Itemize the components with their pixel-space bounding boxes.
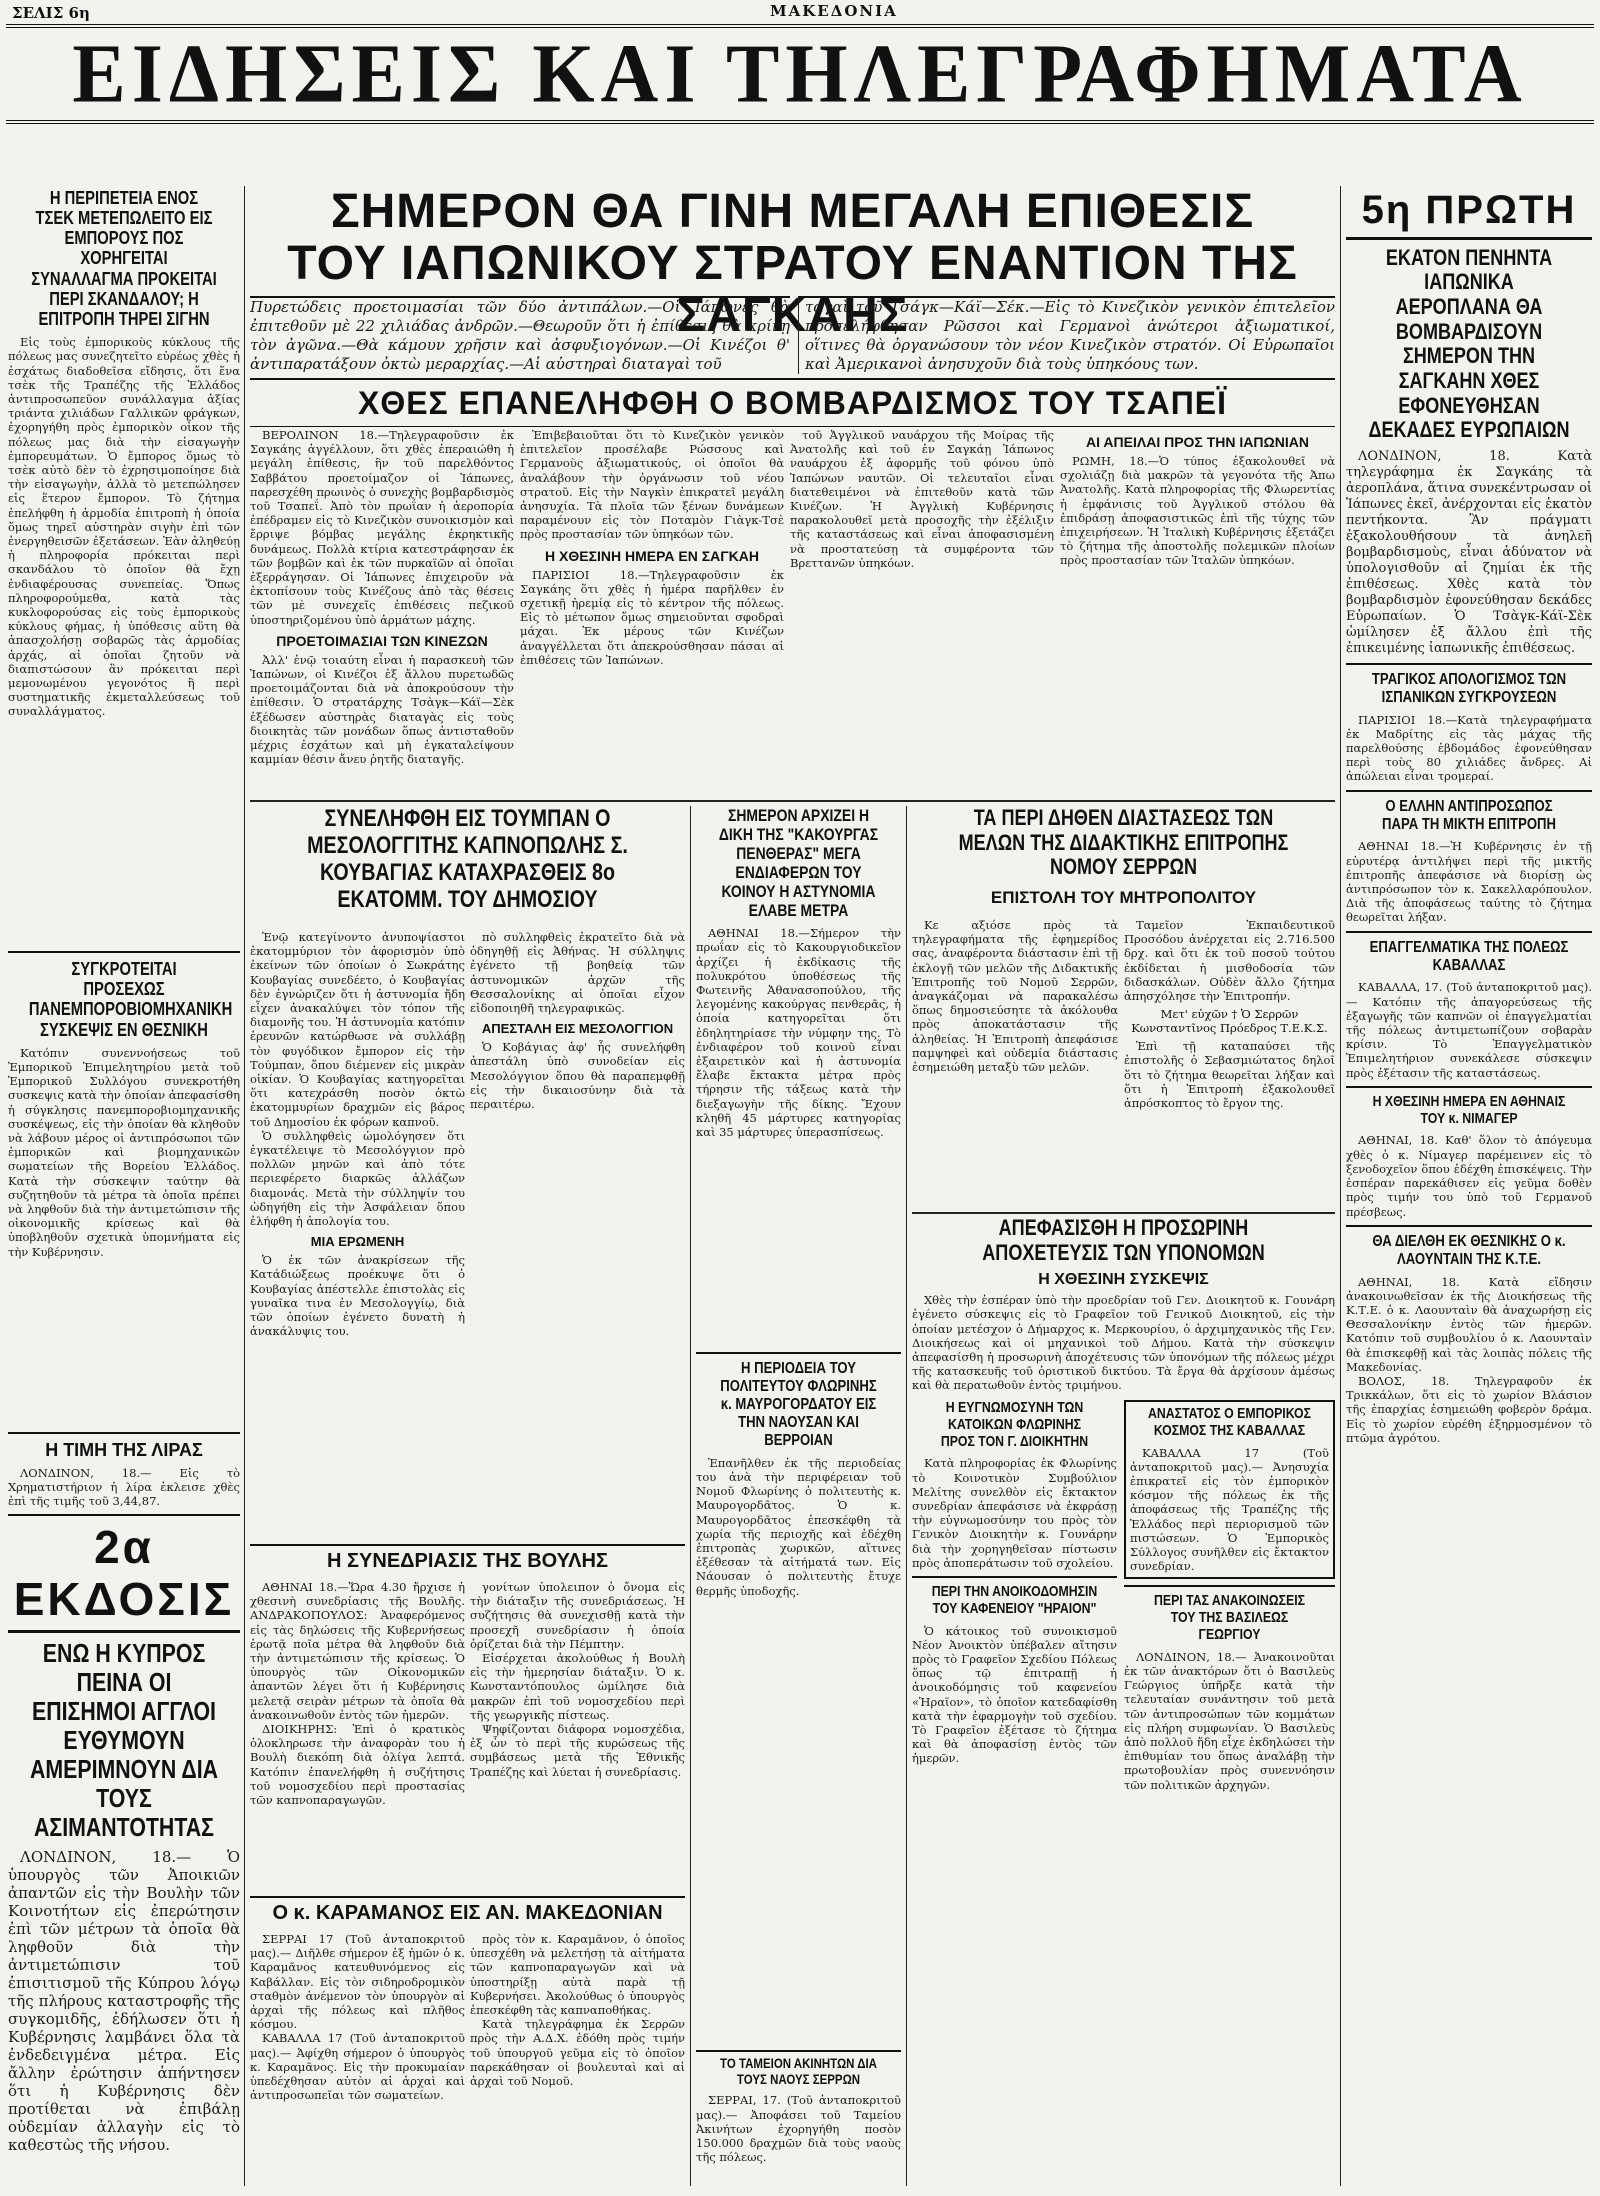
- tympan-headline: ΣΥΝΕΛΗΦΘΗ ΕΙΣ ΤΟΥΜΠΑΝ Ο ΜΕΣΟΛΟΓΓΙΤΗΣ ΚΑΠΝΟΠΩΛΗΣ Σ. ΚΟΥΒΑΓΙΑΣ ΚΑΤΑΧΡΑΣΘΕΙΣ 8ο ΕΚΑΤΟΜΜ. ΤΟΥ ΔΗΜΟΣΙΟΥ: [307, 805, 628, 913]
- tympan-article-part1: Ἐνῷ κατεγίνοντο ἀνυποψίαστοι ἐκατομμύριον τὸν ἀφορισμὸν ὑπὸ ἐκείνων τῶν ὁποίων ὁ Σωκράτης Κουβαγίας συνεδέετο, ὁ Κουβαγίας δὲν ἐγνώριζεν ὅτι ἡ ἀστυνομία ἤδη εἶχεν ἀνακαλύψει τὸν τόπον τῆς διαμονῆς του. Ἡ ἀστυνομία κατόπιν ἐρευνῶν κατώρθωσε νὰ συλλάβῃ τὸν φυγόδικον ἔμπορον εἰς τὴν Τούμπαν, ὅπου διέμενεν εἰς μικρὰν οἰκίαν. Ὁ Κουβαγίας κατηγορεῖται ὅτι κατεχράσθη ποσὸν ὀκτὼ ἑκατομμυρίων δραχμῶν εἰς βάρος τοῦ Δημοσίου ἐκ φόρων καπνοῦ.: [250, 930, 465, 1129]
- section-rule: [912, 1212, 1335, 1214]
- masthead-line: [0, 0, 1600, 22]
- bomb-col-3: [790, 428, 1054, 796]
- parliament-col-2: [470, 1580, 685, 1890]
- preparations-subhead: ΠΡΟΕΤΟΙΜΑΣΙΑΙ ΤΩΝ ΚΙΝΕΖΩΝ: [276, 632, 488, 649]
- fund-block: [696, 2050, 901, 2188]
- bomb-article-part5: τοῦ Ἀγγλικοῦ ναυάρχου τῆς Μοίρας τῆς Ἀνατολῆς καὶ τοῦ ἐν Σαγκάῃ Ἰάπωνος ναυάρχου ἐξ ἀφορμῆς τοῦ φόνου ὑπὸ Ἰαπώνων ναυτῶν. Οἱ τελευταῖοι εἶναι διατεθειμένοι νὰ ἐπιτεθοῦν κατὰ τῶν Κινέζων. Ἡ Ἀγγλικὴ Κυβέρνησις παρακολουθεῖ μετὰ προσοχῆς τὴν ἐξέλιξιν τῆς καταστάσεως καὶ εἶναι ἀποφασισμένη νὰ προστατεύσῃ τὰ συμφέροντα τῶν Βρεττανῶν ὑπηκόων.: [790, 428, 1054, 570]
- council-subhead: ΕΠΙΣΤΟΛΗ ΤΟΥ ΜΗΤΡΟΠΟΛΙΤΟΥ: [990, 888, 1257, 907]
- tympan-article-part5: Ὁ Κοβάγιας ἀφ' ἧς συνελήφθη ἀπεστάλη ὑπὸ συνοδείαν εἰς Μεσολόγγιον ὅπου θὰ παραπεμφθῇ εἰς τὴν δικαιοσύνην διὰ τὰ περαιτέρω.: [470, 1040, 685, 1112]
- fund-headline: ΤΟ ΤΑΜΕΙΟΝ ΑΚΙΝΗΤΩΝ ΔΙΑ ΤΟΥΣ ΝΑΟΥΣ ΣΕΡΡΩΝ: [720, 2055, 877, 2087]
- council-headline-block: [912, 806, 1335, 886]
- subdeck-right: ταγαὶ τοῦ Τσάγκ—Κάϊ—Σέκ.—Εἰς τὸ Κινεζικὸν γενικὸν ἐπιτελεῖον προσελήφθησαν Ρῶσσοι καὶ Γερμανοὶ ἀνώτεροι ἀξιωματικοί, οἵτινες θὰ ὀργανώσουν τὸν νέον Κινεζικὸν στρατόν. Οἱ Εὐρωπαῖοι καὶ Ἀμερικανοὶ ἀνησυχοῦν διὰ τοὺς ὑπηκόους των.: [805, 298, 1335, 373]
- divider: [1346, 931, 1592, 933]
- sewers-article: Χθὲς τὴν ἑσπέραν ὑπὸ τὴν προεδρίαν τοῦ Γεν. Διοικητοῦ κ. Γουνάρη ἐγένετο σύσκεψις εἰς τὸ Γραφεῖον τοῦ Γενικοῦ Διοικητοῦ, εἰς τὴν ὁποίαν μετέσχον ὁ Δήμαρχος κ. Μερκουρίου, ὁ ἀρχιμηχανικὸς τῆς Γεν. Διοικήσεως καὶ οἱ μηχανικοὶ τοῦ Δήμου. Κατὰ τὴν σύσκεψιν ἀπεφασίσθη ἡ προσωρινὴ ἀποχέτευσις τῶν ὑπονόμων τῆς πόλεως μέχρι τῆς κατασκευῆς τοῦ ὁριστικοῦ δικτύου. Τὰ ἔργα θὰ ἀρχίσουν ἀμέσως καὶ θὰ περατωθοῦν ἐντὸς τριμήνου.: [912, 1293, 1335, 1393]
- main-headline-line1: ΣΗΜΕΡΟΝ ΘΑ ΓΙΝΗ ΜΕΓΑΛΗ ΕΠΙΘΕΣΙΣ: [330, 185, 1255, 238]
- parliament-col-1: [250, 1580, 465, 1890]
- trial-article: ΑΘΗΝΑΙ 18.—Σήμερον τὴν πρωΐαν εἰς τὸ Κακουργιοδικεῖον ἀρχίζει ἡ ἐκδίκασις τῆς πολυκρότου ὑποθέσεως τῆς Φωτεινῆς Ἀθανασοπούλου, τῆς λεγομένης κακούργας πενθερᾶς, ἡ ὁποία κατηγορεῖται ὅτι ἐδηλητηρίασε τὴν νύμφην της. Τὸ ἐνδιαφέρον τοῦ κοινοῦ εἶναι ἐξαιρετικὸν καὶ ἡ ἀστυνομία ἔλαβε ἔκτακτα μέτρα πρὸς τήρησιν τῆς τάξεως κατὰ τὴν διεξαγωγὴν τῆς δίκης. Ἔχουν κληθῆ 45 μάρτυρες κατηγορίας καὶ 35 μάρτυρες ὑπερασπίσεως.: [696, 926, 901, 1140]
- column-rule: [906, 806, 907, 2186]
- yesterday-shanghai-subhead: Η ΧΘΕΣΙΝΗ ΗΜΕΡΑ ΕΝ ΣΑΓΚΑΗ: [545, 547, 759, 564]
- subdeck-left-block: [250, 296, 790, 376]
- bomb-article-part6: ΡΩΜΗ, 18.—Ὁ τύπος ἐξακολουθεῖ νὰ σχολιάζῃ διὰ μακρῶν τὰ γεγονότα τῆς Ἀπω Ἀνατολῆς. Κατὰ πληροφορίας τῆς Φλωρεντίας ἡ ἐμφάνισις τοῦ Ἀγγλικοῦ στόλου θὰ ἐπιδράσῃ ἀποφασιστικῶς ἐπὶ τῆς τύχης τῶν ἐπιχειρήσεων. Ἡ Ἰταλικὴ Κυβέρνησις ἐξετάζει τὸ ζήτημα τῆς ἀποστολῆς πολεμικῶν πλοίων πρὸς προστασίαν τῶν Ἰταλῶν ὑπηκόων.: [1060, 454, 1335, 568]
- lira-article: ΛΟΝΔΙΝΟΝ, 18.— Εἰς τὸ Χρηματιστήριον ἡ λίρα ἐκλεισε χθὲς ἐπὶ τῆς τιμῆς τοῦ 3,44,87.: [8, 1465, 240, 1509]
- tympan-col-2: [470, 930, 685, 1540]
- divider: [8, 951, 240, 953]
- divider: [8, 1514, 240, 1516]
- section-banner: [6, 24, 1594, 124]
- karamanos-headline-block: [250, 1896, 685, 1930]
- representative-article: ΑΘΗΝΑΙ 18.—Ἡ Κυβέρνησις ἐν τῇ εὐρυτέρᾳ ἀντιλήψει περὶ τῆς μικτῆς ἐπιτροπῆς ἀπεφάσισε νὰ διορίσῃ ὡς ἀντιπρόσωπον τὸν κ. Σακελλαρόπουλον. Διὰ τῆς ἀποφάσεως ταύτης τὸ ζήτημα θεωρεῖται λήξαν.: [1346, 839, 1592, 925]
- bomb-article-part3: Ἐπιβεβαιοῦται ὅτι τὸ Κινεζικὸν γενικὸν ἐπιτελεῖον προσέλαβε Ρώσσους καὶ Γερμανοὺς ἀξιωματικούς, οἱ ὁποῖοι θὰ ἀναλάβουν τὴν ὀργάνωσιν τοῦ νέου στρατοῦ. Εἰς τὴν Ναγκὶν ἐπικρατεῖ μεγάλη ἀνησυχία. Τὰ πλοῖα τῶν ξένων δυνάμεων παραμένουν εἰς τὸν Ποταμὸν Γιὰγκ-Τσὲ πρὸς προστασίαν τῶν ὑπηκόων τῶν.: [520, 428, 784, 542]
- panemporiki-article: Κατόπιν συνεννοήσεως τοῦ Ἐμπορικοῦ Ἐπιμελητηρίου μετὰ τοῦ Ἐμπορικοῦ Συλλόγου συνεκροτήθη συσκεψις κατὰ τὴν ὁποίαν ἀπεφασίσθη ἡ σύγκλησις πανεμποροβιομηχανικῆς συσκέψεως, εἰς τὴν ὁποίαν θὰ κληθοῦν νὰ λάβουν μέρος οἱ ἀντιπρόσωποι τῶν ἐμπορικῶν καὶ βιομηχανικῶν σωματείων τῆς Βορείου Ἑλλάδος. Κατὰ τὴν σύσκεψιν ταύτην θὰ συζητηθοῦν τὰ μέτρα τὰ ὁποῖα πρέπει νὰ ληφθοῦν διὰ τὴν ἀντιμετώπισιν τῆς οἰκονομικῆς κρίσεως καὶ θὰ ὑποβληθοῦν σχετικὰ ὑπομνήματα εἰς τὴν Κυβέρνησιν.: [8, 1045, 240, 1259]
- mistress-subhead: ΜΙΑ ΕΡΩΜΕΝΗ: [310, 1234, 405, 1250]
- bomb-article-part1: ΒΕΡΟΛΙΝΟΝ 18.—Τηλεγραφοῦσιν ἐκ Σαγκάης ἀγγέλλουν, ὅτι χθὲς ἐπεραιώθη ἡ μεγάλη ἐπίθεσις, ἣν τοῦ παρελθόντος Σαββάτου προετοίμαζον οἱ Ἰάπωνες, παρεσχέθη πρωινὸς ὁ συνεχὴς βομβαρδισμὸς τοῦ Τσαπεΐ. Ἀπὸ τὸν πρωΐαν ἡ ἀεροπορία ἐπέδραμεν εἰς τὸ Κινεζικὸν συνοικισμὸν καὶ ἔρριψε βόμβας μεγάλης ἐκρηκτικῆς δυνάμεως. Πολλὰ κτίρια κατεστράφησαν ἐκ τῶν βομβῶν καὶ ἐκ τῶν πυρκαϊῶν αἱ ὁποῖαι ἐξερράγησαν. Οἱ Ἰάπωνες ἐπιχειροῦν νὰ ἐκτοπίσουν τοὺς Κινέζους ἀπὸ τὰς θέσεις τῶν μὲ συνεχεῖς ἐπιθέσεις πεζικοῦ ὑποστηριζομένου ὑπὸ ἀρμάτων μάχης.: [250, 428, 514, 627]
- panemporiki-headline: ΣΥΓΚΡΟΤΕΙΤΑΙ ΠΡΟΣΕΧΩΣ ΠΑΝΕΜΠΟΡΟΒΙΟΜΗΧΑΝΙΚΗ ΣΥΣΚΕΨΙΣ ΕΝ ΘΕΣΝΙΚΗ: [28, 959, 233, 1040]
- column-rule: [244, 186, 245, 2186]
- bombardment-headline-block: [250, 378, 1335, 427]
- bomb-article-part2: Ἀλλ' ἐνῷ τοιαύτη εἶναι ἡ παρασκευὴ τῶν Ἰαπώνων, οἱ Κινέζοι ἐξ ἄλλου πυρετωδῶς προετοιμάζονται διὰ νὰ ἀποκρούσουν τὴν ἐπίθεσιν. Ὁ στρατάρχης Τσὰγκ—Κάϊ—Σὲκ ἐξέδωσεν αὐστηρὰς διαταγὰς εἰς τοὺς διοικητὰς τῶν μονάδων ὅπως ἀντισταθοῦν μέχρις ἐσχάτων καὶ μὴ ἐγκαταλείψουν καμμίαν θέσιν ἄνευ ῥητῆς διαταγῆς.: [250, 652, 514, 767]
- subdeck-right-block: [798, 296, 1335, 374]
- kte-headline: ΘΑ ΔΙΕΛΘΗ ΕΚ ΘΕΣΝΙΚΗΣ Ο κ. ΛΑΟΥΝΤΑΙΝ ΤΗΣ Κ.Τ.Ε.: [1372, 1232, 1566, 1268]
- planes-headline: ΕΚΑΤΟΝ ΠΕΝΗΝΤΑ ΙΑΠΩΝΙΚΑ ΑΕΡΟΠΛΑΝΑ ΘΑ ΒΟΜΒΑΡΔΙΣΟΥΝ ΣΗΜΕΡΟΝ ΤΗΝ ΣΑΓΚΑΗΝ ΧΘΕΣ ΕΦΟΝΕΥΘΗΣΑΝ ΔΕΚΑΔΕΣ ΕΥΡΩΠΑΙΩΝ: [1368, 244, 1570, 443]
- kte-article: ΑΘΗΝΑΙ, 18. Κατὰ εἴδησιν ἀνακοινωθεῖσαν ἐκ τῆς Διοικήσεως τῆς Κ.Τ.Ε. ὁ κ. Λαουνταὶν θὰ ἀναχωρήσῃ εἰς Θεσσαλονίκην ἐντὸς τῶν ἡμερῶν. Κατόπιν τοῦ συμβουλίου ὁ κ. Λαουνταὶν θὰ ἐπισκεφθῇ καὶ τὰς λοιπὰς πόλεις τῆς Μακεδονίας.: [1346, 1274, 1592, 1374]
- tympan-article-part2: Ὁ συλληφθεὶς ὡμολόγησεν ὅτι ἐγκατέλειψε τὸ Μεσολόγγιον πρὸ πολλῶν μηνῶν καὶ ἀπὸ τότε περιεφέρετο διαρκῶς ἀλλάζων διαμονάς. Μετὰ τὴν σύλληψίν του ὡδηγήθη εἰς τὴν Ἀσφάλειαν ὅπου ἐλήφθη ἡ ἀπολογία του.: [250, 1128, 465, 1229]
- parliament-article-part2: ΔΙΟΙΚΗΡΗΣ: Ἐπὶ ὁ κρατικὸς ὁλοκληρωσε τὴν ἀναφορὰν του ἡ Βουλὴ διεκόπη διὰ ὀλίγα λεπτά. Κατόπιν ἐπανελήφθη ἡ συζήτησις τοῦ νομοσχεδίου περὶ προστασίας τῶν καπνοπαραγωγῶν.: [250, 1722, 465, 1808]
- fund-article: ΣΕΡΡΑΙ, 17. (Τοῦ ἀνταποκριτοῦ μας).— Ἀποφάσει τοῦ Ταμείου Ἀκινήτων ἐχορηγήθη ποσὸν 150.000 δραχμῶν διὰ τοὺς ναοὺς τῆς πόλεως.: [696, 2093, 901, 2165]
- tsek-article: Εἰς τοὺς ἐμπορικοὺς κύκλους τῆς πόλεως μας συνεζητεῖτο εὐρέως χθὲς ἡ ἐσχάτως διαδοθεῖσα εἴδησις, ὅτι ἕνα τσὲκ τῆς Τραπέζης τῆς Ἑλλάδος ἀντιπροσωπεῦον συνάλλαγμα ἀξίας τριάντα χιλιάδων Γαλλικῶν φράγκων, ἐχορηγήθη πρὸς ἐμπορικὸν οἶκον τῆς πόλεως μας διὰ τὴν εἰσαγωγὴν ἐμπορευμάτων. Ὁ ἔμπορος ὅμως τὸ τσὲκ αὐτὸ δὲν τὸ ἐχρησιμοποίησε διὰ τὴν εἰσαγωγὴν, ἀλλὰ τὸ μετεπώλησεν εἰς ἕτερον ἔμπορον. Τὸ ζήτημα ἐπελήφθη ἡ ἁρμοδία ἐπιτροπὴ ἡ ὁποία ὅμως τηρεῖ αὐστηρὰν σιγὴν ἐπὶ τῶν ἐνεργηθεισῶν ἐξετάσεων. Ἐὰν ἀληθεύῃ ἡ πληροφορία πρόκειται περὶ σκανδάλου τὸ ὁποῖον θὰ ἔχῃ ἐνδιαφέρουσας συνεπείας. Ὅπως πληροφορούμεθα, κατὰ τὰς κυκλοφορούσας εἰς τοὺς ἐμπορικοὺς κύκλους φήμας, ἡ ὑπόθεσις αὕτη θὰ ἀπασχολήσῃ σοβαρῶς τὰς ἁρμοδίας ἀρχάς, αἱ ὁποῖαι ζητοῦν νὰ διαπιστώσουν ἂν πρόκειται περὶ μεμονωμένου γεγονότος ἢ περὶ συστηματικῆς ἐκμεταλλεύσεως τοῦ συναλλάγματος.: [8, 335, 240, 719]
- divider: [912, 1576, 1117, 1578]
- divider: [1124, 1585, 1335, 1587]
- kavala-headline: ΑΝΑΣΤΑΤΟΣ Ο ΕΜΠΟΡΙΚΟΣ ΚΟΣΜΟΣ ΤΗΣ ΚΑΒΑΛΛΑΣ: [1148, 1405, 1311, 1439]
- nimager-headline: Η ΧΘΕΣΙΝΗ ΗΜΕΡΑ ΕΝ ΑΘΗΝΑΙΣ ΤΟΥ κ. ΝΙΜΑΓΕΡ: [1372, 1092, 1566, 1127]
- council-subhead-block: [912, 888, 1335, 916]
- cafe-headline: ΠΕΡΙ ΤΗΝ ΑΝΟΙΚΟΔΟΜΗΣΙΝ ΤΟΥ ΚΑΦΕΝΕΙΟΥ "ΗΡΑΙΟΝ": [931, 1583, 1098, 1617]
- kavala-article: ΚΑΒΑΛΛΑ 17 (Τοῦ ἀνταποκριτοῦ μας).— Ἀνησυχία ἐπικρατεῖ εἰς τὸν ἐμπορικὸν κόσμον τῆς πόλεως ἐκ τῆς ἀποφάσεως τῆς Τραπέζης τῆς Ἑλλάδος περὶ περιορισμοῦ τῶν πιστώσεων. Ὁ Ἐμπορικὸς Σύλλογος συνῆλθεν εἰς ἔκτακτον συνεδρίαν.: [1130, 1445, 1329, 1574]
- council-col-1: [912, 918, 1118, 1208]
- parliament-headline-block: [250, 1544, 685, 1578]
- bomb-col-4: [1060, 428, 1335, 796]
- bomb-col-2: [520, 428, 784, 796]
- paper-name: ΜΑΚΕΔΟΝΙΑ: [770, 2, 898, 20]
- george-article: ΛΟΝΔΙΝΟΝ, 18.— Ἀνακοινοῦται ἐκ τῶν ἀνακτόρων ὅτι ὁ Βασιλεὺς Γεώργιος ὑπῆρξε κατὰ τὴν τελευταίαν συνάντησιν τοῦ μετὰ τῶν ἀντιπροσώπων τῶν κομμάτων εἰς πλήρη συμφωνίαν. Ὁ Βασιλεὺς ἀπὸ πολλοῦ ἤδη εἶχε ἐκδηλώσει τὴν ἐπιθυμίαν του ὅπως ἀναλάβῃ τὴν πρωτοβουλίαν πρὸς συνεννόησιν τῶν πολιτικῶν ἀρχηγῶν.: [1124, 1649, 1335, 1792]
- column-rule: [1340, 186, 1341, 2186]
- divider: [1346, 790, 1592, 792]
- subdeck-left: Πυρετώδεις προετοιμασίαι τῶν δύο ἀντιπάλων.—Οἱ Ἰάπωνες θὰ ἐπιτεθοῦν μὲ 22 χιλιάδας ἀνδρῶν.—Θεωροῦν ὅτι ἡ ἐπίθεσις θὰ κρίνῃ τὸν ἀγῶνα.—Θὰ κάμουν χρῆσιν καὶ ἀσφυξιογόνων.—Οἱ Κινέζοι θ' ἀντιπαρατάξουν ὀκτὼ μεραρχίας.—Αἱ αὐστηραὶ διαταγαὶ τοῦ: [250, 298, 790, 373]
- right-column: [1346, 188, 1592, 2188]
- tsek-headline: Η ΠΕΡΙΠΕΤΕΙΑ ΕΝΟΣ ΤΣΕΚ ΜΕΤΕΠΩΛΕΙΤΟ ΕΙΣ ΕΜΠΟΡΟΥΣ ΠΟΣ ΧΟΡΗΓΕΙΤΑΙ ΣΥΝΑΛΛΑΓΜΑ ΠΡΟΚΕΙΤΑΙ ΠΕΡΙ ΣΚΑΝΔΑΛΟΥ; Η ΕΠΙΤΡΟΠΗ ΤΗΡΕΙ ΣΙΓΗΝ: [31, 188, 217, 329]
- karamanos-article-part1: ΣΕΡΡΑΙ 17 (Τοῦ ἀνταποκριτοῦ μας).— Διῆλθε σήμερον ἐξ ἡμῶν ὁ κ. Καραμᾶνος κατευθυνόμενος εἰς Καβάλλαν. Εἰς τὸν σιδηροδρομικὸν σταθμὸν ἀνέμενον τὸν ὑπουργὸν αἱ ἀρχαὶ τῆς πόλεως καὶ πλῆθος κόσμου.: [250, 1932, 465, 2032]
- divider: [1346, 1086, 1592, 1088]
- trip-headline: Η ΠΕΡΙΟΔΕΙΑ ΤΟΥ ΠΟΛΙΤΕΥΤΟΥ ΦΛΩΡΙΝΗΣ κ. ΜΑΥΡΟΓΟΡΔΑΤΟΥ ΕΙΣ ΤΗΝ ΝΑΟΥΣΑΝ ΚΑΙ ΒΕΡΡΟΙΑΝ: [720, 1360, 877, 1449]
- column-rule: [690, 806, 691, 2186]
- cafe-article: Ὁ κάτοικος τοῦ συνοικισμοῦ Νέον Ἀνοικτὸν ὑπέβαλεν αἴτησιν πρὸς τὸ Γραφεῖον Σχεδίου Πόλεως ὅπως τῷ ἐπιτραπῇ ἡ ἀνοικοδόμησις τοῦ καφενείου «Ἡραῖον», τὸ ὁποῖον κατεδαφίσθη κατὰ τὴν ἐφαρμογὴν τοῦ σχεδίου. Τὸ Γραφεῖον ἐξέτασε τὸ ζήτημα καὶ θὰ ἀποφασίσῃ ἐντὸς τῶν ἡμερῶν.: [912, 1623, 1117, 1766]
- karamanos-col-1: [250, 1932, 465, 2186]
- cyprus-article: ΛΟΝΔΙΝΟΝ, 18.— Ὁ ὑπουργὸς τῶν Ἀποικιῶν ἀπαντῶν εἰς τὴν Βουλὴν τῶν Κοινοτήτων εἰς ἐπερώτησιν ἐπὶ τῶν μέτρων τὰ ὁποῖα θὰ ληφθοῦν διὰ τὴν ἀντιμετώπισιν τοῦ ἐπισιτισμοῦ τῆς Κύπρου λόγῳ τῆς πλήρους καταστροφῆς τῆς συγκομιδῆς, ἐδήλωσεν ὅτι ἡ Κυβέρνησις λαμβάνει ὅλα τὰ ἐνδεδειγμένα μέτρα. Εἰς ἄλλην ἐρώτησιν ἀπήντησεν ὅτι ἡ Κυβέρνησις δὲν προτίθεται νὰ ἐπιβάλῃ οὐδεμίαν ἀλλαγὴν εἰς τὸ καθεστὼς τῆς νήσου.: [8, 1848, 240, 2155]
- volos-article: ΒΟΛΟΣ, 18. Τηλεγραφοῦν ἐκ Τρικκάλων, ὅτι εἰς τὸ χωρίον Βλάσιον τῆς ἐπαρχίας ἐσημειώθη φοβερὸν δράμα. Εἰς τὸ χωρίον εὑρέθη ἐξηρμοσμένον τὸ πτῶμα ἀγρότου.: [1346, 1373, 1592, 1445]
- council-letter-part3: Ἐπὶ τῇ καταπαύσει τῆς ἐπιστολῆς ὁ Σεβασμιώτατος δηλοῖ ὅτι τὸ ζήτημα θεωρεῖται λήξαν καὶ ὅτι ἡ Ἐπιτροπὴ ἐξακολουθεῖ ἀπρόσκοπτος τὸ ἔργον της.: [1124, 1039, 1335, 1111]
- professional-article: ΚΑΒΑΛΛΑ, 17. (Τοῦ ἀνταποκριτοῦ μας).— Κατόπιν τῆς ἀπαγορεύσεως τῆς ἐξαγωγῆς τῶν καπνῶν οἱ ἐπαγγελματίαι τῆς πόλεως ἀντιμετωπίζουν σοβαρὰν κρίσιν. Τὸ Ἐπαγγελματικὸν Ἐπιμελητήριον συνεκάλεσε σύσκεψιν πρὸς ἐξέτασιν τῆς καταστάσεως.: [1346, 980, 1592, 1080]
- tragic-article: ΠΑΡΙΣΙΟΙ 18.—Κατὰ τηλεγραφήματα ἐκ Μαδρίτης εἰς τὰς μάχας τῆς παρελθούσης ἑβδομάδος ἐφονεύθησαν περὶ τοὺς 80 χιλιάδες ἄνδρες. Αἱ ἀπώλειαι εἶναι τρομεραί.: [1346, 712, 1592, 784]
- sewers-block: [912, 1216, 1335, 1396]
- page-label: ΣΕΛΙΣ 6η: [12, 4, 90, 22]
- karamanos-article-part3: πρὸς τὸν κ. Καραμᾶνον, ὁ ὁποῖος ὑπεσχέθη νὰ μελετήσῃ τὰ αἰτήματα τῶν καπνοπαραγωγῶν καὶ νὰ ὑποστηρίξῃ αὐτὰ παρὰ τῇ Κυβερνήσει. Ἀκολούθως ὁ ὑπουργὸς ἐπεσκέφθη τὰς καπναποθήκας.: [470, 1932, 685, 2018]
- council-letter-part1: Κε αξιόσε πρὸς τὰ τηλεγραφήματα τῆς ἐφημερίδος σας, ἀναφέροντα διάστασιν ἐπὶ τῇ ἐκλογῇ τῶν μελῶν τῆς Διδακτικῆς Ἐπιτροπῆς τοῦ Νομοῦ Σερρῶν, ἀναγκάζομαι νὰ παρακαλέσω ὅπως δημοσιεύσητε τὰ ἀκόλουθα πρὸς ἀποκατάστασιν τῆς ἀληθείας. Ἡ Ἐπιτροπὴ ἀπεφάσισε παμψηφεὶ καὶ οὐδεμία διάστασις ἐσημειώθη μεταξὺ τῶν μελῶν.: [912, 918, 1118, 1075]
- parliament-article-part4: Εἰσέρχεται ἀκολούθως ἡ Βουλὴ εἰς τὴν ἡμερησίαν διάταξιν. Ὁ κ. Κωνσταντόπουλος ὡμίλησε διὰ μακρῶν ἐπὶ τοῦ νομοσχεδίου περὶ τῆς γεωργικῆς πίστεως.: [470, 1651, 685, 1722]
- karamanos-headline: Ο κ. ΚΑΡΑΜΑΝΟΣ ΕΙΣ ΑΝ. ΜΑΚΕΔΟΝΙΑΝ: [272, 1902, 663, 1924]
- trip-article: Ἐπανῆλθεν ἐκ τῆς περιοδείας του ἀνὰ τὴν περιφέρειαν τοῦ Νομοῦ Φλωρίνης ὁ πολιτευτὴς κ. Μαυρογορδᾶτος. Ὁ κ. Μαυρογορδᾶτος ἐπεσκέφθη τὰ χωρία τῆς περιοχῆς καὶ ἐδέχθη ἐπιτροπὰς χωρικῶν, αἵτινες ἐξέθεσαν τὰ αἰτήματά των. Εἰς Νάουσαν ὁ πολιτευτὴς ἔτυχε θερμῆς ὑποδοχῆς.: [696, 1455, 901, 1598]
- tympan-headline-block: [250, 806, 685, 926]
- florina-article: Κατὰ πληροφορίας ἐκ Φλωρίνης τὸ Κοινοτικὸν Συμβούλιον Μελίτης συνελθὸν εἰς ἔκτακτον συνεδρίαν ἀπεφάσισε νὰ ἐκφράσῃ τὴν εὐγνωμοσύνην του πρὸς τὸν Γενικὸν Διοικητὴν κ. Γουνάρην διὰ τὴν χορηγηθεῖσαν πίστωσιν πρὸς ἀποπεράτωσιν τοῦ σχολείου.: [912, 1456, 1117, 1570]
- karamanos-col-2: [470, 1932, 685, 2186]
- tragic-headline: ΤΡΑΓΙΚΟΣ ΑΠΟΛΟΓΙΣΜΟΣ ΤΩΝ ΙΣΠΑΝΙΚΩΝ ΣΥΓΚΡΟΥΣΕΩΝ: [1371, 670, 1567, 706]
- trial-headline: ΣΗΜΕΡΟΝ ΑΡΧΙΖΕΙ Η ΔΙΚΗ ΤΗΣ "ΚΑΚΟΥΡΓΑΣ ΠΕΝΘΕΡΑΣ" ΜΕΓΑ ΕΝΔΙΑΦΕΡΩΝ ΤΟΥ ΚΟΙΝΟΥ Η ΑΣΤΥΝΟΜΙΑ ΕΛΑΒΕ ΜΕΤΡΑ: [718, 806, 879, 921]
- nimager-article: ΑΘΗΝΑΙ, 18. Καθ' ὅλον τὸ ἀπόγευμα χθὲς ὁ κ. Νίμαγερ παρέμεινεν εἰς τὸ ξενοδοχεῖον ὅπου ἐδέχθη ἐπισκέψεις. Τὴν ἑσπέραν παρεκάθισεν εἰς γεῦμα δοθὲν πρὸς τιμήν του ὑπὸ τοῦ Γερμανοῦ πρέσβεως.: [1346, 1133, 1592, 1219]
- council-letter-part2: Ταμεῖον Ἐκπαιδευτικοῦ Προσόδου ἀνέρχεται εἰς 2.716.500 δρχ. καὶ ὅτι ἐκ τοῦ ποσοῦ τούτου ἐκδίδεται ἡ μισθοδοσία τῶν διδασκάλων. Οὐδὲν ἄλλο ζήτημα ἀπησχόλησε τὴν Ἐπιτροπήν.: [1124, 918, 1335, 1004]
- florina-column: [912, 1400, 1117, 2186]
- bombardment-headline: ΧΘΕΣ ΕΠΑΝΕΛΗΦΘΗ Ο ΒΟΜΒΑΡΔΙΣΜΟΣ ΤΟΥ ΤΣΑΠΕΪ: [357, 385, 1228, 421]
- trial-column: [696, 806, 901, 1766]
- tympan-article-part3: πὸ συλληφθεὶς ἐκρατεῖτο διὰ νὰ ὁδηγηθῇ εἰς Ἀθήνας. Ἡ σύλληψις ἐγένετο τῇ βοηθείᾳ τῶν ἀστυνομικῶν ἀρχῶν τῆς Θεσσαλονίκης αἱ ὁποῖαι εἶχον εἰδοποιηθῆ τηλεγραφικῶς.: [470, 930, 685, 1016]
- parliament-article-part1: ΑΘΗΝΑΙ 18.—Ὥρα 4.30 ἤρχισε ἡ χθεσινὴ συνεδρίασις τῆς Βουλῆς. ΑΝΔΡΑΚΟΠΟΥΛΟΣ: Ἀναφερόμενος εἰς τὰς δηλώσεις τῆς Κυβερνήσεως ἐρωτᾷ ποῖα μέτρα θὰ ληφθοῦν διὰ τὴν ἀντιμετώπισιν τῆς κρίσεως. Ὁ ὑπουργὸς τῶν Οἰκονομικῶν ἀπαντῶν λέγει ὅτι ἡ Κυβέρνησις μελετᾷ σειρὰν μέτρων τὰ ὁποῖα θὰ ἀνακοινωθοῦν ἐντὸς τῶν ἡμερῶν.: [250, 1580, 465, 1722]
- sewers-headline: ΑΠΕΦΑΣΙΣΘΗ Η ΠΡΟΣΩΡΙΝΗ ΑΠΟΧΕΤΕΥΣΙΣ ΤΩΝ ΥΠΟΝΟΜΩΝ: [982, 1215, 1265, 1265]
- karamanos-article-part2: ΚΑΒΑΛΛΑ 17 (Τοῦ ἀνταποκριτοῦ μας).— Ἀφίχθη σήμερον ὁ ὑπουργὸς κ. Καραμᾶνος. Εἰς τὴν προκυμαίαν ὑπεδέχθησαν αὐτὸν αἱ ἀρχαὶ καὶ ἀντιπροσωπεῖαι τῶν σωματείων.: [250, 2031, 465, 2103]
- threats-subhead: ΑΙ ΑΠΕΙΛΑΙ ΠΡΟΣ ΤΗΝ ΙΑΠΩΝΙΑΝ: [1086, 434, 1309, 450]
- lira-headline: Η ΤΙΜΗ ΤΗΣ ΛΙΡΑΣ: [45, 1439, 203, 1460]
- karamanos-article-part4: Κατὰ τηλεγράφημα ἐκ Σερρῶν πρὸς τὴν Α.Δ.Χ. ἐδόθη πρὸς τιμήν τοῦ ὑπουργοῦ γεῦμα εἰς τὸ ὁποῖον παρεκάθησαν οἱ βουλευταὶ καὶ αἱ ἀρχαὶ τοῦ Νομοῦ.: [470, 2017, 685, 2089]
- section-rule: [250, 800, 1335, 802]
- council-headline: ΤΑ ΠΕΡΙ ΔΗΘΕΝ ΔΙΑΣΤΑΣΕΩΣ ΤΩΝ ΜΕΛΩΝ ΤΗΣ ΔΙΔΑΚΤΙΚΗΣ ΕΠΙΤΡΟΠΗΣ ΝΟΜΟΥ ΣΕΡΡΩΝ: [958, 805, 1289, 880]
- kavala-george-column: [1124, 1400, 1335, 2186]
- council-col-2: [1124, 918, 1335, 1208]
- george-headline: ΠΕΡΙ ΤΑΣ ΑΝΑΚΟΙΝΩΣΕΙΣ ΤΟΥ ΤΗΣ ΒΑΣΙΛΕΩΣ ΓΕΩΡΓΙΟΥ: [1153, 1592, 1306, 1644]
- representative-headline: Ο ΕΛΛΗΝ ΑΝΤΙΠΡΟΣΩΠΟΣ ΠΑΡΑ ΤΗ ΜΙΚΤΗ ΕΠΙΤΡΟΠΗ: [1382, 797, 1556, 833]
- proti-label: 5η ΠΡΩΤΗ: [1346, 188, 1592, 240]
- florina-headline: Η ΕΥΓΝΩΜΟΣΥΝΗ ΤΩΝ ΚΑΤΟΙΚΩΝ ΦΛΩΡΙΝΗΣ ΠΡΟΣ ΤΟΝ Γ. ΔΙΟΙΚΗΤΗΝ: [940, 1399, 1089, 1450]
- sewers-subhead: Η ΧΘΕΣΙΝΗ ΣΥΣΚΕΨΙΣ: [1038, 1271, 1209, 1289]
- parliament-article-part5: Ψηφίζονται διάφορα νομοσχέδια, ἐξ ὧν τὸ περὶ τῆς κυρώσεως τῆς συμβάσεως μετὰ τῆς Ἐθνικῆς Τραπέζης καὶ λύεται ἡ συνεδρίασις.: [470, 1722, 685, 1779]
- left-column: [8, 188, 240, 2188]
- parliament-article-part3: γονίτων ὑπολειπον ὁ ὄνομα εἰς τὴν διάταξιν τῆς συνεδριάσεως. Ἡ συζήτησις θὰ συνεχισθῇ κατὰ τὴν προσεχῆ συνεδρίασιν ἡ ὁποία ὁρίζεται διὰ τὴν Πέμπτην.: [470, 1580, 685, 1651]
- planes-article: ΛΟΝΔΙΝΟΝ, 18. Κατὰ τηλεγράφημα ἐκ Σαγκάης τὰ ἀεροπλάνα, ἅτινα συνεκέντρωσαν οἱ Ἰάπωνες ἐκεῖ, ἀνέρχονται εἰς ἑκατὸν πεντήκοντα. Ἂν πράγματι ἐξακολουθήσουν τὰ ἀνηλεῆ βομβαρδισμοὺς, εἶναι ἀδύνατον νὰ ὑπολογισθοῦν αἱ ζημίαι ἐκ τῆς ἐπιθέσεως. Χθὲς κατὰ τὸν βομβαρδισμὸν ἐφονεύθησαν δεκάδες Εὐρωπαίων. Ὁ Τσὰγκ-Κάϊ-Σὲκ ὡμίλησεν ἐξ ἄλλου ἐπὶ τῆς ἐπικειμένης ἰαπωνικῆς ἐπιθέσεως.: [1346, 448, 1592, 656]
- divider: [1346, 663, 1592, 665]
- professional-headline: ΕΠΑΓΓΕΛΜΑΤΙΚΑ ΤΗΣ ΠΟΛΕΩΣ ΚΑΒΑΛΛΑΣ: [1369, 938, 1569, 974]
- bomb-col-1: [250, 428, 514, 796]
- banner-title: ΕΙΔΗΣΕΙΣ ΚΑΙ ΤΗΛΕΓΡΑΦΗΜΑΤΑ: [72, 27, 1528, 121]
- tympan-article-part4: Ὁ ἐκ τῶν ἀνακρίσεων τῆς Κατάδιώξεως προέκυψε ὅτι ὁ Κουβαγίας ἀπέστελλε ἐπιστολὰς εἰς γυναῖκα τινα ἐν Μεσολογγίῳ, διὰ τῶν ὁποίων ἐγένετο δυνατὴ ἡ ἀνακάλυψις του.: [250, 1253, 465, 1339]
- divider: [696, 1352, 901, 1354]
- cyprus-headline: ΕΝΩ Η ΚΥΠΡΟΣ ΠΕΙΝΑ ΟΙ ΕΠΙΣΗΜΟΙ ΑΓΓΛΟΙ ΕΥΘΥΜΟΥΝ ΑΜΕΡΙΜΝΟΥΝ ΔΙΑ ΤΟΥΣ ΑΣΙΜΑΝΤΟΤΗΤΑΣ: [29, 1637, 219, 1843]
- council-signature: Μετ' εὐχῶν † Ὁ Σερρῶν Κωνσταντῖνος Πρόεδρος Τ.Ε.Κ.Σ.: [1131, 1007, 1328, 1036]
- parliament-headline: Η ΣΥΝΕΔΡΙΑΣΙΣ ΤΗΣ ΒΟΥΛΗΣ: [327, 1550, 608, 1572]
- kavala-box: [1124, 1400, 1335, 1579]
- bomb-article-part4: ΠΑΡΙΣΙΟΙ 18.—Τηλεγραφοῦσιν ἐκ Σαγκάης ὅτι χθὲς ἡ ἡμέρα παρῆλθεν ἐν σχετικῇ ἠρεμίᾳ εἰς τὸ κέντρον τῆς πόλεως. Εἰς τὸ μέτωπον ὅμως σημειοῦνται σφοδραὶ μάχαι. Ἐκ μέρους τῶν Κινέζων ἀναγγέλλεται ὅτι ἀπεκρούσθησαν πάσαι αἱ ἐπιθέσεις τῶν Ἰαπώνων.: [520, 567, 784, 667]
- tympan-col-1: [250, 930, 465, 1540]
- main-headline-line2: ΤΟΥ ΙΑΠΩΝΙΚΟΥ ΣΤΡΑΤΟΥ ΕΝΑΝΤΙΟΝ ΤΗΣ ΣΑΓΚΑΗΣ: [287, 237, 1298, 342]
- divider: [1346, 1225, 1592, 1227]
- sent-subhead: ΑΠΕΣΤΑΛΗ ΕΙΣ ΜΕΣΟΛΟΓΓΙΟΝ: [481, 1021, 674, 1037]
- divider: [8, 1432, 240, 1434]
- second-edition-label: 2α ΕΚΔΟΣΙΣ: [8, 1522, 240, 1632]
